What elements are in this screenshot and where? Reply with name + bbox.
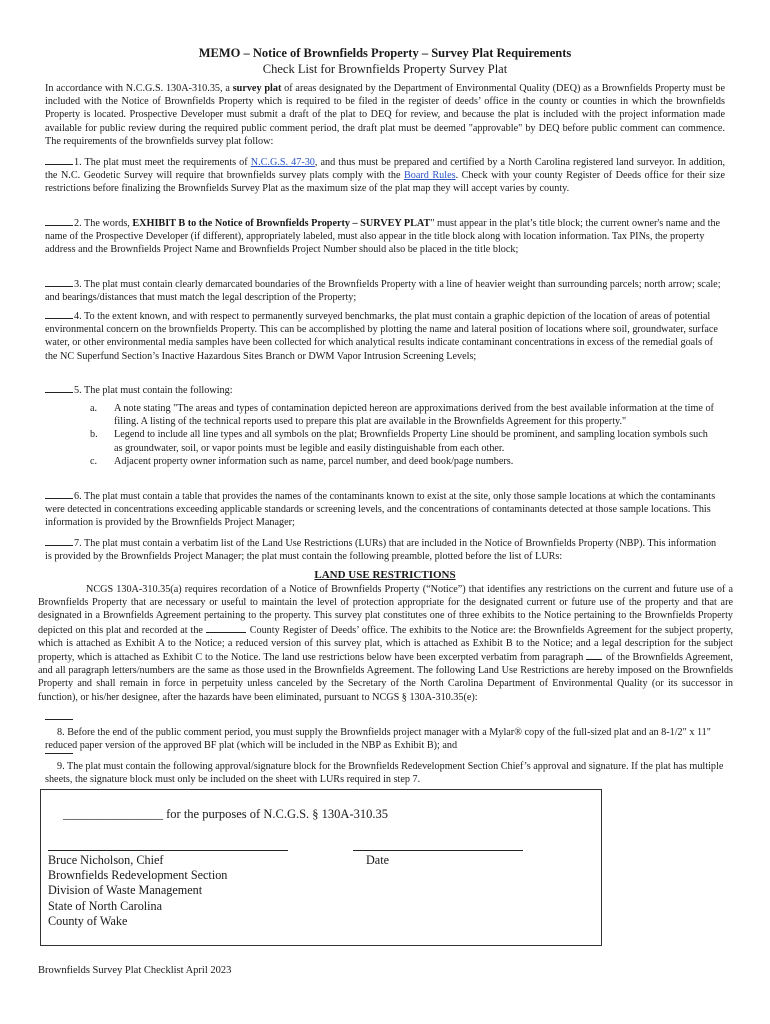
signatory-name: Bruce Nicholson, Chief xyxy=(48,853,164,867)
checklist-item-9 xyxy=(45,744,735,787)
ncgs-47-30-link[interactable]: N.C.G.S. 47-30 xyxy=(250,157,315,168)
check-blank[interactable] xyxy=(45,489,73,499)
item-6-text: 6. The plat must contain a table that provides the names of the contaminants known to exist at the site, only those sample locations at which the contaminants were detected in concentrations exceeding applicable standards or screening levels, and the concentrations of contaminants detected at those sample locations. This information is provided by the Brownfields Project Manager; xyxy=(45,491,716,529)
checklist-item-7 xyxy=(45,536,725,563)
purpose-blank[interactable]: ________________ xyxy=(63,807,163,821)
checklist-item-6 xyxy=(45,489,725,530)
item-4-text: 4. To the extent known, and with respect to permanently surveyed benchmarks, the plat must contain a graphic depiction of the location of areas of potential environmental concern on the brownfields Property. This can be accomplished by plotting the name and lateral position of locations where soil, groundwater, surface water, or other environmental media samples have been collected for which analytical results indicate contaminant concentrations in excess of the remedial goals of the NC Superfund Section’s Inactive Hazardous Sites Branch or DWM Vapor Intrusion Screening Levels; xyxy=(45,311,718,362)
check-blank[interactable] xyxy=(45,383,73,393)
signature-line[interactable] xyxy=(48,850,288,851)
item-5-text: 5. The plat must contain the following: xyxy=(74,385,233,396)
lur-heading: LAND USE RESTRICTIONS xyxy=(314,569,456,581)
sublist-text: A note stating "The areas and types of contamination depicted hereon are approximations derived from the best available information at the time of filing. A listing of the technical reports used to prepare this plat are available in the Brownfields Agreement for this property." xyxy=(114,403,714,428)
page-footer: Brownfields Survey Plat Checklist April 2023 xyxy=(38,965,232,976)
item-3-text: 3. The plat must contain clearly demarcated boundaries of the Brownfields Property with a line of heavier weight than surrounding parcels; north arrow; scale; and bearings/distances that must match the legal description of the Property; xyxy=(45,279,721,304)
sublist-item-b xyxy=(90,428,715,454)
lur-preamble xyxy=(38,583,733,704)
item-9-text: 9. The plat must contain the following approval/signature block for the Brownfields Redevelopment Section Chief’s approval and signature. If the plat has multiple sheets, the signature block must only be included on the sheet with LURs required in step 7. xyxy=(45,761,724,786)
item-2-text-a: 2. The words, xyxy=(74,218,133,229)
county-blank[interactable] xyxy=(206,623,246,633)
board-rules-link[interactable]: Board Rules xyxy=(403,170,456,182)
signatory-info xyxy=(48,853,227,929)
intro-text-2: of areas designated by the Department of Environmental Quality (DEQ) as a Brownfields Property must be included with the Notice of Brownfields Property which is required to be filed in the register of deeds’ office in the county or counties in which the brownfields Property is located. Prospective Developer must submit a draft of the plat to DEQ for review, and because the plat is included with the project information made available for public review during the required public comment period, the draft plat must be deemed "approvable" by DEQ before public comment can commence. The requirements of the brownfields survey plat follow: xyxy=(45,83,726,147)
checklist-item-1 xyxy=(45,155,725,196)
item-2-bold: EXHIBIT B to the Notice of Brownfields Property – SURVEY PLAT xyxy=(132,218,431,229)
item-1-text-c: . Check with your county Register of Deeds office for their size restrictions before finalizing the Brownfields Survey Plat as the maximum size of the plat map they will accept varies by county. xyxy=(45,170,725,195)
purpose-text: for the purposes of N.C.G.S. § 130A-310.35 xyxy=(163,807,388,821)
item-2-text-b: " must appear in the plat’s title block; the current owner's name and the name of the Prospective Developer (if different), appropriately labeled, must also appear in the title block along with location information. Tax PINs, the property address and the Brownfields Project Name and Brownfields Project Number should also be placed in the title block; xyxy=(45,218,721,256)
intro-text-1: In accordance with N.C.G.S. 130A-310.35, a xyxy=(45,83,233,94)
sublist-letter: c. xyxy=(90,455,98,467)
item-7-text: 7. The plat must contain a verbatim list of the Land Use Restrictions (LURs) that are included in the Notice of Brownfields Property (NBP). This information is provided by the Brownfields Project Manager; the plat must contain the following preamble, plotted before the list of LURs: xyxy=(45,538,717,563)
check-blank[interactable] xyxy=(45,744,73,754)
signatory-county: County of Wake xyxy=(48,913,128,928)
paragraph-blank[interactable] xyxy=(586,650,602,660)
item-1-text-b: , and thus must be prepared and certified by a North Carolina registered land surveyor. In addition, the N.C. Geodetic Survey will require that brownfields survey plats comply with the xyxy=(45,157,725,182)
sublist-text: Legend to include all line types and all symbols on the plat; Brownfields Property Line should be prominent, and sampling location symbols such as groundwater, soil, or vapor points must be legible and easily distinguishable from each other. xyxy=(114,429,708,454)
checklist-item-2 xyxy=(45,216,725,257)
date-label: Date xyxy=(366,853,390,867)
lur-text-1: NCGS 130A-310.35(a) requires recordation of a Notice of Brownfields Property (“Notice”) that identifies any restrictions on the current and future use of a Brownfields Property that are necessary or useful to maintain the level of protection appropriate for the designated current or future use of the property and that are designated in a Brownfields Agreement pertaining to the property. This survey plat constitutes one of three exhibits to the Notice pertaining to the Brownfields Property depicted on this plat and recorded at the xyxy=(38,584,733,636)
check-blank[interactable] xyxy=(45,277,73,287)
item-8-text: 8. Before the end of the public comment period, you must supply the Brownfields project manager with a Mylar® copy of the full-sized plat and an 8-1/2" x 11" reduced paper version of the approved BF plat (which will be included in the NBP as Exhibit B); and xyxy=(45,727,711,752)
page-title: MEMO – Notice of Brownfields Property – Survey Plat Requirements xyxy=(198,46,572,60)
sublist-text: Adjacent property owner information such as name, parcel number, and deed book/page numbers. xyxy=(114,455,514,467)
intro-bold: survey plat xyxy=(232,83,282,94)
signatory-state: State of North Carolina xyxy=(48,898,163,913)
check-blank[interactable] xyxy=(45,216,73,226)
check-blank[interactable] xyxy=(45,536,73,546)
check-blank[interactable] xyxy=(45,309,73,319)
intro-paragraph xyxy=(45,82,725,148)
lur-text-2: County Register of Deeds’ office. The exhibits to the Notice are: the Brownfields Agreement for the subject property, which is attached as Exhibit A to the Notice; a reduced version of this survey plat, which is attached as Exhibit B to the Notice; and a legal description for the subject property, which is attached as Exhibit C to the Notice. The land use restrictions below have been excerpted verbatim from paragraph xyxy=(38,624,733,664)
signatory-division: Division of Waste Management xyxy=(48,883,203,898)
checklist-item-5 xyxy=(45,383,725,397)
item-5-sublist xyxy=(90,402,715,468)
item-1-text-a: 1. The plat must meet the requirements of xyxy=(74,157,251,168)
lur-text-3: of the Brownfields Agreement, and all paragraph letters/numbers are the same as those used in the Brownfields Agreement. The following Land Use Restrictions are hereby imposed on the Brownfields Property and shall remain in force in perpetuity unless canceled by the Secretary of the North Carolina Department of Environmental Quality (or its successor in function), or his/her designee, after the hazards have been eliminated, pursuant to NCGS § 130A-310.35(e): xyxy=(38,652,733,703)
check-blank[interactable] xyxy=(45,155,73,165)
checklist-item-3 xyxy=(45,277,725,304)
signature-block xyxy=(40,789,602,946)
check-blank[interactable] xyxy=(45,710,73,720)
sublist-item-c xyxy=(90,455,715,468)
date-line[interactable] xyxy=(353,850,523,851)
sublist-letter: b. xyxy=(90,429,98,441)
signature-purpose xyxy=(63,807,388,822)
page-subtitle: Check List for Brownfields Property Survey Plat xyxy=(262,62,508,76)
sublist-item-a xyxy=(90,402,715,428)
signatory-section: Brownfields Redevelopment Section xyxy=(48,868,228,883)
sublist-letter: a. xyxy=(90,403,98,414)
checklist-item-4 xyxy=(45,309,725,363)
